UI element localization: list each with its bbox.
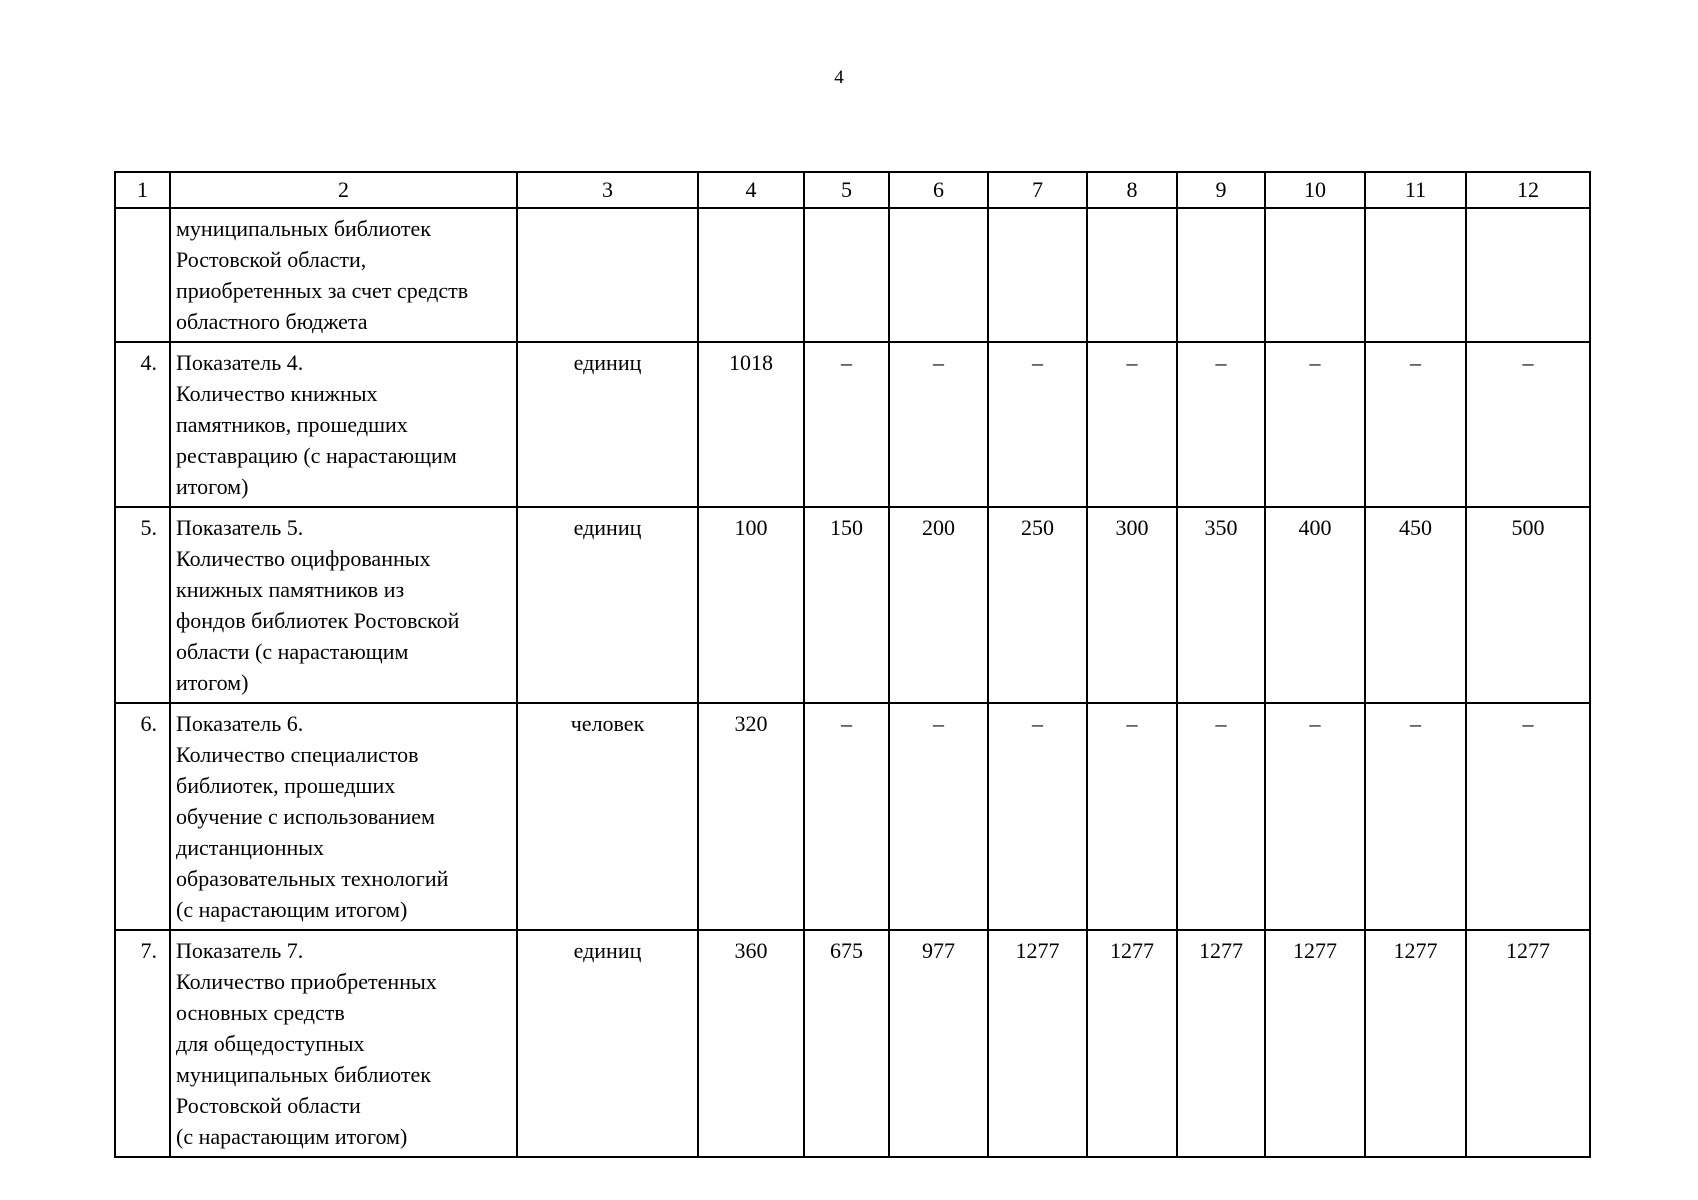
value-cell-col-9: – [1177, 342, 1265, 507]
header-cell-9: 9 [1177, 172, 1265, 208]
value-cell-col-4: 320 [698, 703, 804, 930]
row-number-cell: 6. [115, 703, 170, 930]
indicator-name-line: приобретенных за счет средств [176, 278, 469, 303]
row-number-cell: 7. [115, 930, 170, 1157]
row-number-cell [115, 208, 170, 342]
header-cell-11: 11 [1365, 172, 1466, 208]
indicator-name-line: реставрацию (с нарастающим [176, 443, 457, 468]
value-cell-col-5: – [804, 703, 889, 930]
indicator-name-line: Ростовской области [176, 1093, 361, 1118]
indicator-name-cell [170, 507, 517, 703]
unit-cell: единиц [517, 930, 698, 1157]
header-cell-1: 1 [115, 172, 170, 208]
header-cell-2: 2 [170, 172, 517, 208]
indicator-name-cell [170, 342, 517, 507]
value-cell-col-11 [1365, 208, 1466, 342]
indicator-name-line: области (с нарастающим [176, 639, 409, 664]
value-cell-col-10: – [1265, 342, 1365, 507]
value-cell-col-6: 200 [889, 507, 988, 703]
indicator-name-line: образовательных технологий [176, 866, 449, 891]
header-cell-3: 3 [517, 172, 698, 208]
value-cell-col-8: 300 [1087, 507, 1177, 703]
table-row [115, 208, 1590, 342]
table-row [115, 703, 1590, 930]
indicator-name-line: Количество приобретенных [176, 969, 437, 994]
value-cell-col-9: – [1177, 703, 1265, 930]
value-cell-col-11: – [1365, 703, 1466, 930]
unit-cell: единиц [517, 342, 698, 507]
value-cell-col-5: 150 [804, 507, 889, 703]
value-cell-col-11: – [1365, 342, 1466, 507]
indicator-name-line: для общедоступных [176, 1031, 365, 1056]
value-cell-col-10 [1265, 208, 1365, 342]
indicator-name-line: муниципальных библиотек [176, 1062, 431, 1087]
indicator-name-line: (с нарастающим итогом) [176, 897, 408, 922]
value-cell-col-5: 675 [804, 930, 889, 1157]
indicator-name-line: библиотек, прошедших [176, 773, 396, 798]
indicator-name-line: Ростовской области, [176, 247, 367, 272]
value-cell-col-10: 1277 [1265, 930, 1365, 1157]
indicators-table [114, 171, 1591, 1158]
value-cell-col-8: – [1087, 703, 1177, 930]
indicator-name-cell [170, 930, 517, 1157]
indicator-name-cell [170, 703, 517, 930]
header-cell-10: 10 [1265, 172, 1365, 208]
value-cell-col-8: 1277 [1087, 930, 1177, 1157]
indicator-name-line: Показатель 5. [176, 515, 304, 540]
indicator-name-line: итогом) [176, 474, 249, 499]
header-cell-12: 12 [1466, 172, 1590, 208]
indicator-name-line: книжных памятников из [176, 577, 405, 602]
value-cell-col-5 [804, 208, 889, 342]
value-cell-col-4 [698, 208, 804, 342]
value-cell-col-6 [889, 208, 988, 342]
value-cell-col-8 [1087, 208, 1177, 342]
indicator-name-line: (с нарастающим итогом) [176, 1124, 408, 1149]
value-cell-col-7: – [988, 703, 1087, 930]
header-cell-8: 8 [1087, 172, 1177, 208]
table-row [115, 342, 1590, 507]
page-number: 4 [834, 67, 844, 88]
value-cell-col-12 [1466, 208, 1590, 342]
value-cell-col-4: 1018 [698, 342, 804, 507]
value-cell-col-4: 360 [698, 930, 804, 1157]
value-cell-col-9: 1277 [1177, 930, 1265, 1157]
indicator-name-line: итогом) [176, 670, 249, 695]
indicator-name-line: областного бюджета [176, 309, 368, 334]
header-cell-5: 5 [804, 172, 889, 208]
value-cell-col-12: – [1466, 703, 1590, 930]
value-cell-col-11: 1277 [1365, 930, 1466, 1157]
row-number-cell: 5. [115, 507, 170, 703]
indicator-name-line: фондов библиотек Ростовской [176, 608, 460, 633]
value-cell-col-10: – [1265, 703, 1365, 930]
value-cell-col-7: 1277 [988, 930, 1087, 1157]
header-cell-7: 7 [988, 172, 1087, 208]
value-cell-col-12: 500 [1466, 507, 1590, 703]
table-row [115, 507, 1590, 703]
indicator-name-line: Показатель 7. [176, 938, 304, 963]
indicator-name-line: Показатель 4. [176, 350, 304, 375]
table-body [115, 172, 1590, 1157]
value-cell-col-6: – [889, 342, 988, 507]
value-cell-col-11: 450 [1365, 507, 1466, 703]
value-cell-col-6: 977 [889, 930, 988, 1157]
table-header-row [115, 172, 1590, 208]
value-cell-col-5: – [804, 342, 889, 507]
value-cell-col-10: 400 [1265, 507, 1365, 703]
header-cell-4: 4 [698, 172, 804, 208]
indicator-name-line: основных средств [176, 1000, 345, 1025]
indicator-name-line: муниципальных библиотек [176, 216, 431, 241]
indicator-name-line: Количество специалистов [176, 742, 419, 767]
unit-cell [517, 208, 698, 342]
header-cell-6: 6 [889, 172, 988, 208]
unit-cell: человек [517, 703, 698, 930]
indicator-name-line: обучение с использованием [176, 804, 435, 829]
value-cell-col-8: – [1087, 342, 1177, 507]
value-cell-col-7 [988, 208, 1087, 342]
unit-cell: единиц [517, 507, 698, 703]
value-cell-col-7: 250 [988, 507, 1087, 703]
indicator-name-line: Показатель 6. [176, 711, 304, 736]
value-cell-col-4: 100 [698, 507, 804, 703]
indicator-name-line: Количество оцифрованных [176, 546, 431, 571]
indicator-name-line: памятников, прошедших [176, 412, 408, 437]
value-cell-col-9 [1177, 208, 1265, 342]
value-cell-col-7: – [988, 342, 1087, 507]
value-cell-col-6: – [889, 703, 988, 930]
row-number-cell: 4. [115, 342, 170, 507]
value-cell-col-9: 350 [1177, 507, 1265, 703]
value-cell-col-12: 1277 [1466, 930, 1590, 1157]
indicator-name-line: дистанционных [176, 835, 325, 860]
value-cell-col-12: – [1466, 342, 1590, 507]
table-row [115, 930, 1590, 1157]
indicator-name-line: Количество книжных [176, 381, 378, 406]
indicator-name-cell [170, 208, 517, 342]
